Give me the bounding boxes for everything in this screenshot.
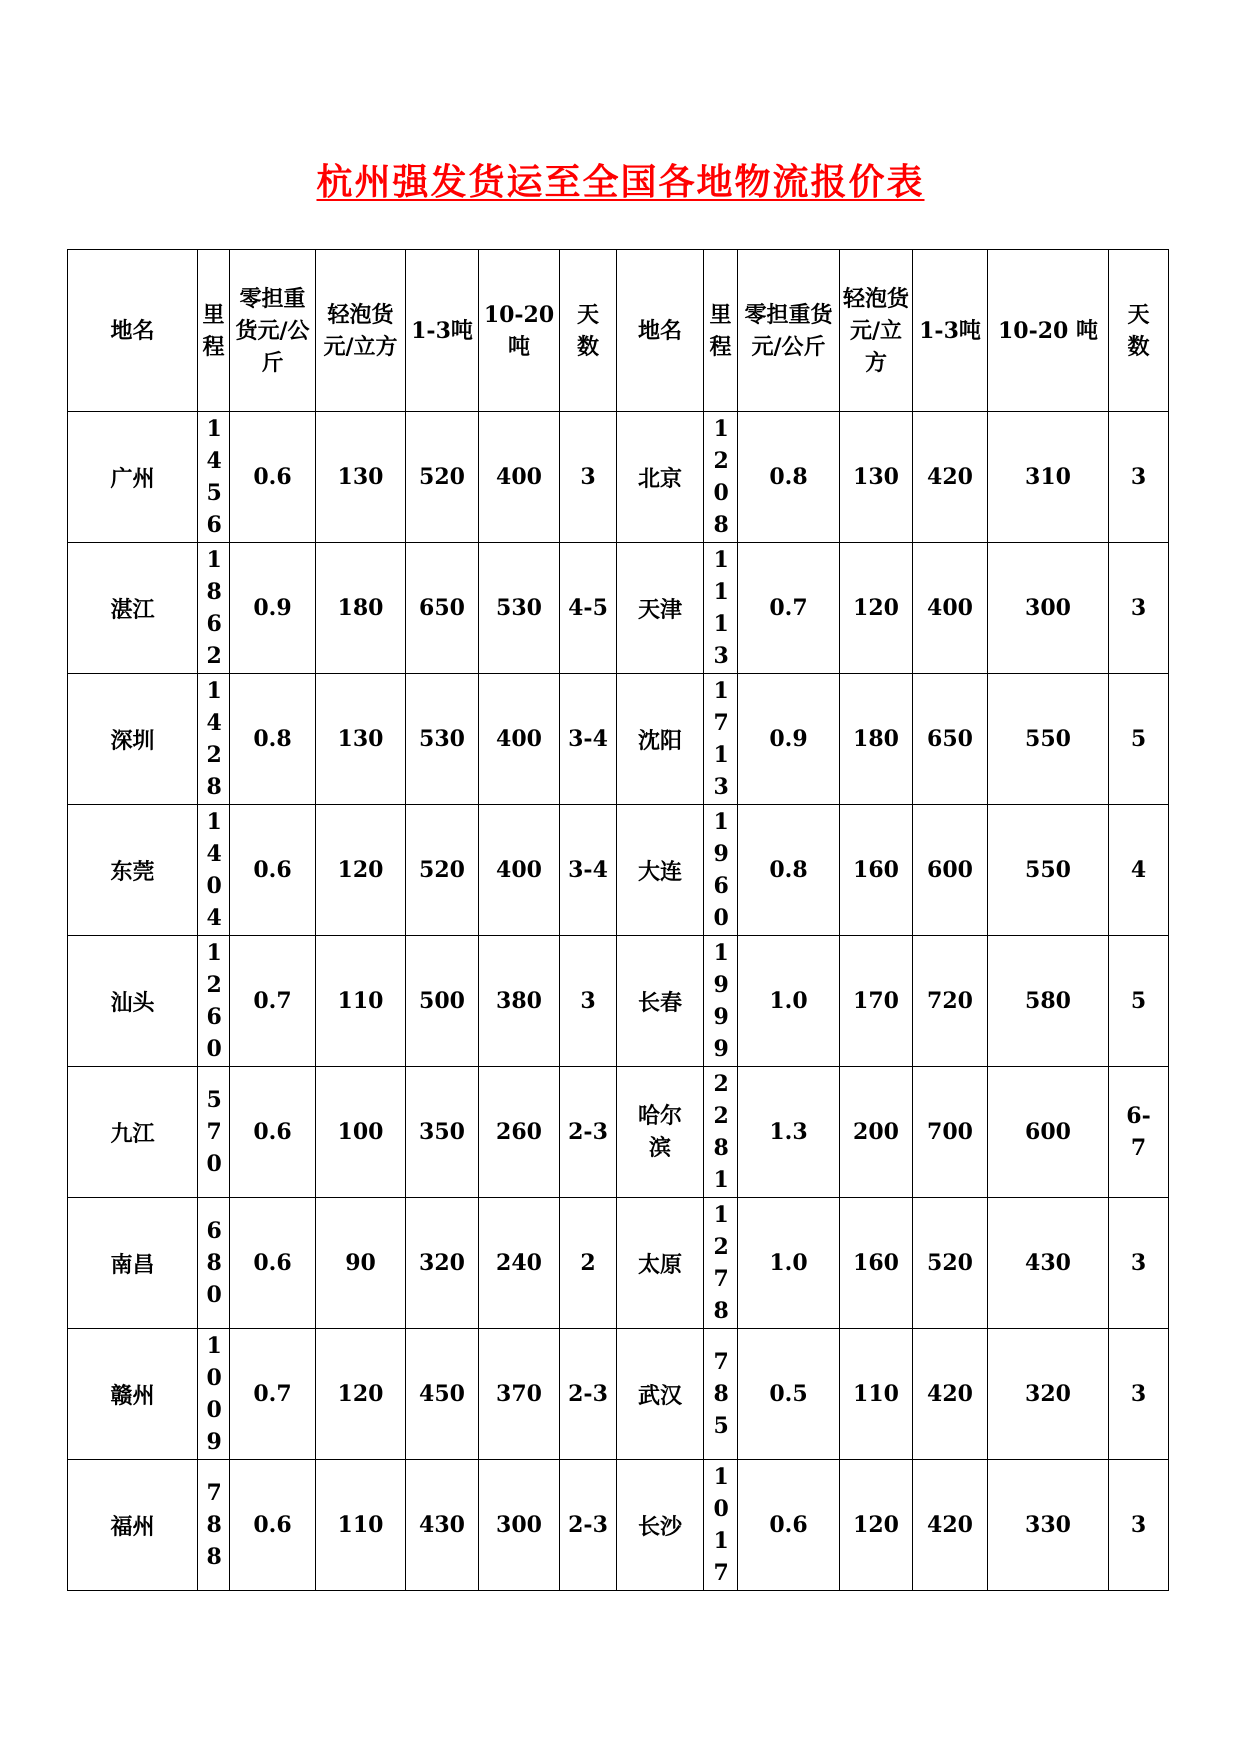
heavy-rate-cell-right: 0.5 (738, 1329, 840, 1460)
place-cell-right: 北京 (617, 412, 704, 543)
rate-1-3-ton-cell-right: 650 (913, 674, 988, 805)
days-cell-right: 6-7 (1109, 1067, 1169, 1198)
light-rate-cell-right: 160 (840, 805, 913, 936)
rate-10-20-ton-cell-right: 550 (988, 805, 1109, 936)
heavy-rate-cell-right: 1.3 (738, 1067, 840, 1198)
light-rate-cell-right: 120 (840, 1460, 913, 1591)
rate-10-20-ton-cell: 400 (479, 412, 560, 543)
light-rate-cell: 120 (316, 1329, 406, 1460)
heavy-rate-cell-right: 0.9 (738, 674, 840, 805)
rate-10-20-ton-cell: 400 (479, 674, 560, 805)
table-row (68, 1067, 1169, 1198)
light-rate-cell: 110 (316, 936, 406, 1067)
light-rate-cell-right: 170 (840, 936, 913, 1067)
place-cell-right: 长沙 (617, 1460, 704, 1591)
rate-10-20-ton-cell-right: 600 (988, 1067, 1109, 1198)
table-row (68, 1198, 1169, 1329)
heavy-rate-cell-right: 1.0 (738, 1198, 840, 1329)
header-distance-right: 里程 (704, 250, 738, 412)
rate-10-20-ton-cell: 400 (479, 805, 560, 936)
rate-10-20-ton-cell-right: 320 (988, 1329, 1109, 1460)
days-cell-right: 4 (1109, 805, 1169, 936)
light-rate-cell-right: 110 (840, 1329, 913, 1460)
place-cell-right: 天津 (617, 543, 704, 674)
table-row (68, 674, 1169, 805)
distance-cell: 1456 (198, 412, 230, 543)
distance-cell-right: 1113 (704, 543, 738, 674)
header-heavy-rate: 零担重货元/公斤 (230, 250, 316, 412)
days-cell: 3-4 (560, 805, 617, 936)
header-days-right: 天数 (1109, 250, 1169, 412)
rate-10-20-ton-cell: 240 (479, 1198, 560, 1329)
table-row (68, 1460, 1169, 1591)
days-cell-right: 3 (1109, 543, 1169, 674)
distance-cell: 570 (198, 1067, 230, 1198)
days-cell-right: 3 (1109, 1329, 1169, 1460)
header-distance: 里程 (198, 250, 230, 412)
rate-1-3-ton-cell-right: 520 (913, 1198, 988, 1329)
rate-1-3-ton-cell-right: 420 (913, 412, 988, 543)
light-rate-cell-right: 130 (840, 412, 913, 543)
rate-10-20-ton-cell-right: 300 (988, 543, 1109, 674)
rate-1-3-ton-cell-right: 420 (913, 1460, 988, 1591)
heavy-rate-cell: 0.9 (230, 543, 316, 674)
rate-10-20-ton-cell: 370 (479, 1329, 560, 1460)
distance-cell: 1260 (198, 936, 230, 1067)
place-cell-right: 武汉 (617, 1329, 704, 1460)
distance-cell-right: 1999 (704, 936, 738, 1067)
rate-10-20-ton-cell-right: 330 (988, 1460, 1109, 1591)
header-place: 地名 (68, 250, 198, 412)
light-rate-cell: 130 (316, 674, 406, 805)
heavy-rate-cell-right: 0.8 (738, 412, 840, 543)
place-cell: 九江 (68, 1067, 198, 1198)
heavy-rate-cell: 0.7 (230, 1329, 316, 1460)
table-row (68, 805, 1169, 936)
days-cell: 2-3 (560, 1460, 617, 1591)
header-heavy-rate-right: 零担重货元/公斤 (738, 250, 840, 412)
place-cell: 南昌 (68, 1198, 198, 1329)
rate-1-3-ton-cell: 530 (406, 674, 479, 805)
rate-1-3-ton-cell: 520 (406, 805, 479, 936)
rate-10-20-ton-cell-right: 580 (988, 936, 1109, 1067)
header-1-3-ton: 1-3吨 (406, 250, 479, 412)
rate-10-20-ton-cell: 300 (479, 1460, 560, 1591)
distance-cell: 1009 (198, 1329, 230, 1460)
place-cell-right: 太原 (617, 1198, 704, 1329)
place-cell: 广州 (68, 412, 198, 543)
table-row (68, 1329, 1169, 1460)
light-rate-cell: 100 (316, 1067, 406, 1198)
distance-cell: 1428 (198, 674, 230, 805)
heavy-rate-cell-right: 0.7 (738, 543, 840, 674)
light-rate-cell: 120 (316, 805, 406, 936)
rate-1-3-ton-cell: 320 (406, 1198, 479, 1329)
header-light-rate: 轻泡货元/立方 (316, 250, 406, 412)
days-cell: 2 (560, 1198, 617, 1329)
place-cell-right: 哈尔滨 (617, 1067, 704, 1198)
distance-cell: 680 (198, 1198, 230, 1329)
distance-cell: 1404 (198, 805, 230, 936)
heavy-rate-cell-right: 0.6 (738, 1460, 840, 1591)
days-cell-right: 5 (1109, 936, 1169, 1067)
days-cell: 3 (560, 412, 617, 543)
heavy-rate-cell: 0.7 (230, 936, 316, 1067)
distance-cell-right: 1713 (704, 674, 738, 805)
light-rate-cell: 180 (316, 543, 406, 674)
rate-10-20-ton-cell-right: 430 (988, 1198, 1109, 1329)
header-light-rate-right: 轻泡货元/立方 (840, 250, 913, 412)
rate-1-3-ton-cell: 650 (406, 543, 479, 674)
distance-cell-right: 1960 (704, 805, 738, 936)
rate-1-3-ton-cell: 500 (406, 936, 479, 1067)
days-cell: 2-3 (560, 1067, 617, 1198)
place-cell: 东莞 (68, 805, 198, 936)
heavy-rate-cell-right: 1.0 (738, 936, 840, 1067)
place-cell-right: 沈阳 (617, 674, 704, 805)
distance-cell: 788 (198, 1460, 230, 1591)
heavy-rate-cell: 0.6 (230, 805, 316, 936)
heavy-rate-cell: 0.6 (230, 1067, 316, 1198)
rate-10-20-ton-cell: 530 (479, 543, 560, 674)
days-cell-right: 5 (1109, 674, 1169, 805)
place-cell: 福州 (68, 1460, 198, 1591)
rate-1-3-ton-cell: 350 (406, 1067, 479, 1198)
rate-1-3-ton-cell: 430 (406, 1460, 479, 1591)
days-cell: 4-5 (560, 543, 617, 674)
heavy-rate-cell: 0.8 (230, 674, 316, 805)
days-cell-right: 3 (1109, 1460, 1169, 1591)
table-row (68, 543, 1169, 674)
place-cell: 深圳 (68, 674, 198, 805)
distance-cell-right: 785 (704, 1329, 738, 1460)
place-cell-right: 长春 (617, 936, 704, 1067)
rate-1-3-ton-cell-right: 420 (913, 1329, 988, 1460)
table-row (68, 412, 1169, 543)
days-cell: 3 (560, 936, 617, 1067)
table-header-row (68, 250, 1169, 412)
light-rate-cell: 90 (316, 1198, 406, 1329)
light-rate-cell: 130 (316, 412, 406, 543)
rate-1-3-ton-cell: 520 (406, 412, 479, 543)
table-row (68, 936, 1169, 1067)
rate-10-20-ton-cell-right: 550 (988, 674, 1109, 805)
distance-cell-right: 1208 (704, 412, 738, 543)
place-cell: 湛江 (68, 543, 198, 674)
days-cell-right: 3 (1109, 412, 1169, 543)
rate-10-20-ton-cell: 380 (479, 936, 560, 1067)
rate-1-3-ton-cell-right: 720 (913, 936, 988, 1067)
rate-10-20-ton-cell-right: 310 (988, 412, 1109, 543)
light-rate-cell-right: 200 (840, 1067, 913, 1198)
place-cell-right: 大连 (617, 805, 704, 936)
header-days: 天数 (560, 250, 617, 412)
heavy-rate-cell: 0.6 (230, 1460, 316, 1591)
distance-cell-right: 1017 (704, 1460, 738, 1591)
page-title-text: 杭州强发货运至全国各地物流报价表 (316, 161, 925, 203)
days-cell-right: 3 (1109, 1198, 1169, 1329)
rate-1-3-ton-cell-right: 700 (913, 1067, 988, 1198)
light-rate-cell-right: 120 (840, 543, 913, 674)
rate-1-3-ton-cell: 450 (406, 1329, 479, 1460)
rate-1-3-ton-cell-right: 600 (913, 805, 988, 936)
light-rate-cell-right: 160 (840, 1198, 913, 1329)
light-rate-cell: 110 (316, 1460, 406, 1591)
header-place-right: 地名 (617, 250, 704, 412)
heavy-rate-cell: 0.6 (230, 412, 316, 543)
header-10-20-ton: 10-20吨 (479, 250, 560, 412)
rate-10-20-ton-cell: 260 (479, 1067, 560, 1198)
distance-cell: 1862 (198, 543, 230, 674)
header-10-20-ton-right: 10-20 吨 (988, 250, 1109, 412)
distance-cell-right: 1278 (704, 1198, 738, 1329)
rate-1-3-ton-cell-right: 400 (913, 543, 988, 674)
days-cell: 3-4 (560, 674, 617, 805)
heavy-rate-cell-right: 0.8 (738, 805, 840, 936)
rate-table (67, 249, 1169, 1591)
place-cell: 赣州 (68, 1329, 198, 1460)
place-cell: 汕头 (68, 936, 198, 1067)
heavy-rate-cell: 0.6 (230, 1198, 316, 1329)
days-cell: 2-3 (560, 1329, 617, 1460)
page-title (0, 160, 1241, 204)
header-1-3-ton-right: 1-3吨 (913, 250, 988, 412)
distance-cell-right: 2281 (704, 1067, 738, 1198)
light-rate-cell-right: 180 (840, 674, 913, 805)
